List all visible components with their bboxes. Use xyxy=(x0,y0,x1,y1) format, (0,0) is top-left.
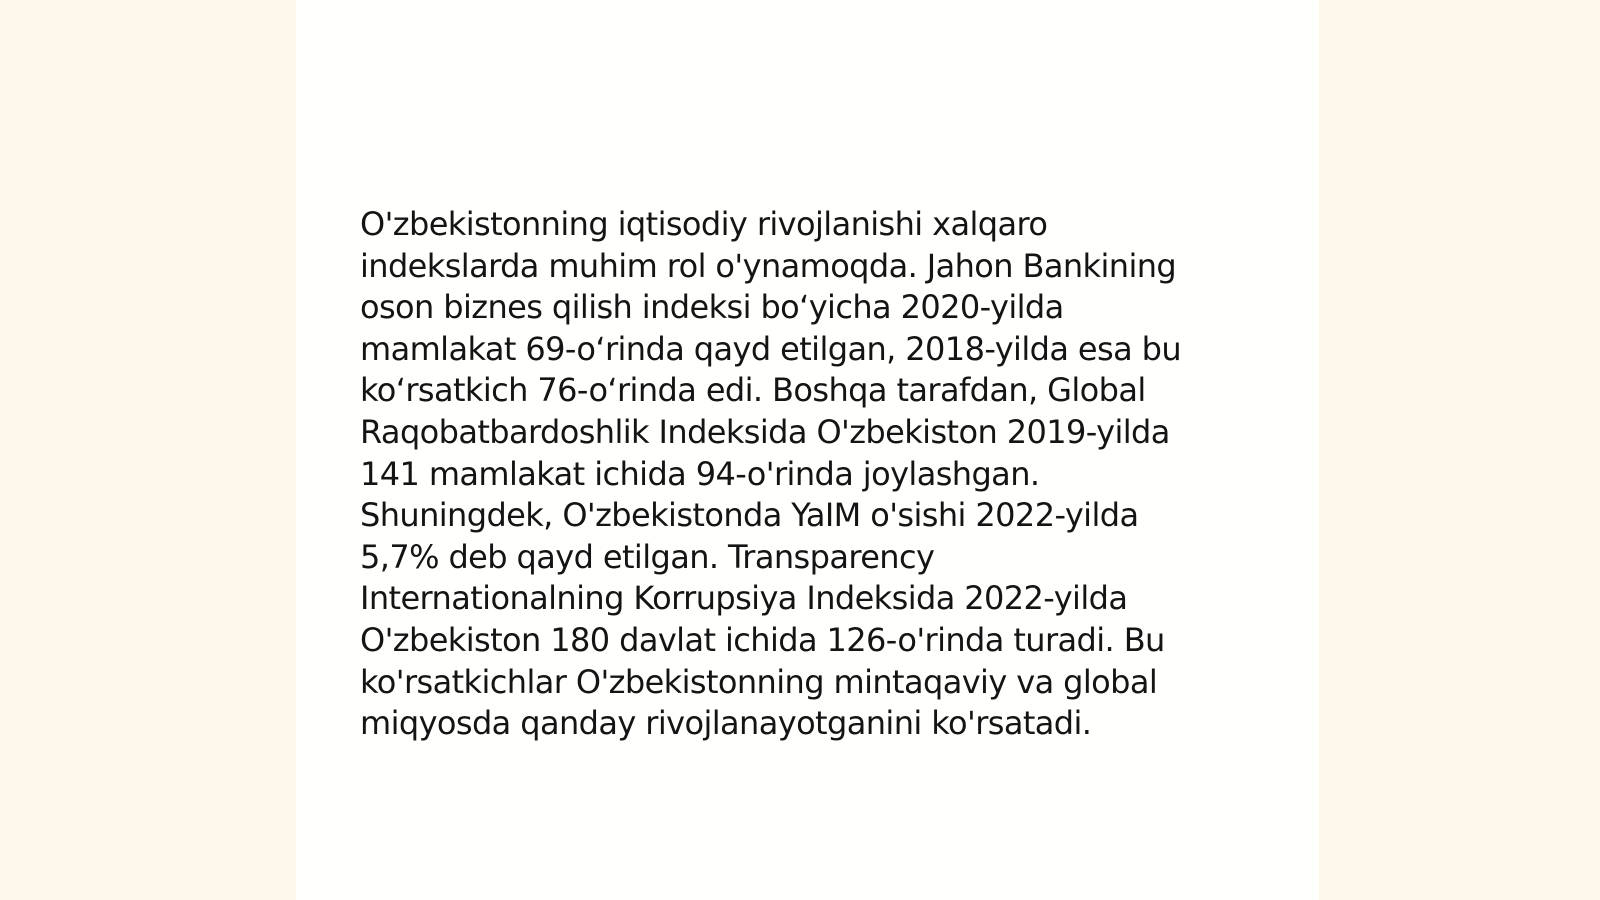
paragraph-line: ko'rsatkichlar O'zbekistonning mintaqaviy va global xyxy=(360,662,1158,701)
document-page xyxy=(296,0,1319,900)
paragraph-line: O'zbekiston 180 davlat ichida 126-o'rinda turadi. Bu xyxy=(360,620,1165,659)
paragraph-line: Raqobatbardoshlik Indeksida O'zbekiston 2019-yilda xyxy=(360,412,1170,451)
paragraph-line: mamlakat 69-oʻrinda qayd etilgan, 2018-yilda esa bu xyxy=(360,329,1182,368)
paragraph-line: Internationalning Korrupsiya Indeksida 2022-yilda xyxy=(360,579,1128,618)
paragraph-line: Shuningdek, O'zbekistonda YaIM o'sishi 2022-yilda xyxy=(360,496,1139,535)
paragraph-line: miqyosda qanday rivojlanayotganini ko'rsatadi. xyxy=(360,704,1092,743)
paragraph-line: O'zbekistonning iqtisodiy rivojlanishi xalqaro xyxy=(360,205,1048,243)
paragraph-line: 5,7% deb qayd etilgan. Transparency xyxy=(360,537,935,576)
body-paragraph xyxy=(360,204,1240,745)
paragraph-line: 141 mamlakat ichida 94-o'rinda joylashgan. xyxy=(360,454,1040,493)
paragraph-line: koʻrsatkich 76-oʻrinda edi. Boshqa tarafdan, Global xyxy=(360,371,1146,410)
paragraph-line: oson biznes qilish indeksi boʻyicha 2020-yilda xyxy=(360,288,1064,327)
paragraph-line: indekslarda muhim rol o'ynamoqda. Jahon Bankining xyxy=(360,246,1177,285)
